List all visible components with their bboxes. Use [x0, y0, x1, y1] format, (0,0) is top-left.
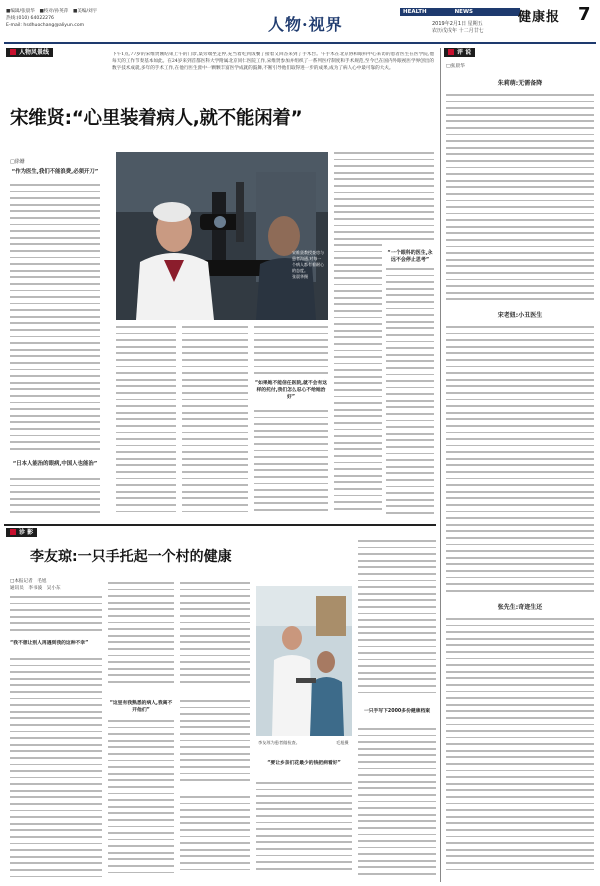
- body-text: [386, 268, 434, 518]
- body-text: [254, 410, 328, 518]
- sidebar-title: 宋老妞:小丑医生: [497, 312, 543, 319]
- sidebar-label: 评 说: [444, 48, 475, 57]
- subhead: “我不想让别人再遇到我的这种不幸”: [10, 641, 89, 646]
- editor-info: [6, 8, 166, 29]
- sidebar-title: 朱莉萌:无需备降: [497, 80, 543, 87]
- banner-en-1: HEALTH: [403, 9, 427, 15]
- byline: □徐姗: [10, 159, 25, 165]
- body-text: [180, 582, 250, 692]
- body-text: [10, 184, 100, 454]
- subhead: “作为医生,我们不能浪费,必须开刀”: [11, 169, 99, 175]
- article-column-1: [10, 168, 100, 518]
- body-text: [446, 326, 594, 598]
- page-number: 7: [578, 4, 591, 25]
- body-text: [334, 244, 382, 518]
- body-text: [10, 658, 102, 880]
- sidebar-title: 张先生:奇迹生还: [497, 604, 543, 611]
- photo-caption: 李友琼为患者做检查。: [258, 740, 300, 745]
- body-text: [108, 582, 174, 692]
- subhead: “日本人能治的眼病,中国人也能治”: [12, 461, 98, 467]
- column-title: 人物·视界: [268, 15, 343, 34]
- issue-date: 2019年2月1日 星期五: [432, 21, 483, 27]
- body-text: [10, 596, 102, 636]
- editor-line: ■编辑/张晨华 ■校对/孙英萍 ■美编/刘宇: [6, 9, 98, 14]
- sidebar-byline: □张晨华: [446, 64, 465, 69]
- body-text: [180, 700, 250, 790]
- section-divider: [4, 524, 436, 526]
- doctor-photo: [116, 152, 328, 320]
- body-text: [182, 326, 248, 516]
- body-text: [254, 326, 328, 378]
- byline-correspondents: 通讯员 李书波 吴小东: [10, 586, 61, 591]
- byline-reporter: □本报记者 毛旭: [10, 579, 47, 584]
- subhead: “要让乡亲们花最少的钱把病看好”: [267, 761, 341, 766]
- article-headline: 李友琼:一只手托起一个村的健康: [30, 549, 232, 565]
- body-text: [180, 796, 250, 880]
- body-text: [358, 540, 436, 700]
- banner-bar: [400, 8, 520, 16]
- clinic-photo-art: [256, 586, 352, 736]
- doctor-photo-art: [116, 152, 328, 320]
- body-text: [116, 326, 176, 516]
- section-label: 人物风景线: [6, 48, 53, 57]
- subhead: “这里有我熟悉的病人,我离不开他们”: [109, 701, 173, 713]
- header-rule: [4, 42, 596, 44]
- body-text: [386, 152, 434, 248]
- subhead: 一只手写下2000多份健康档案: [363, 709, 431, 714]
- photo-caption: 宋维贤教授查房与患者沟通,对每一个病人都有着耐心的态度。 张晨华摄: [292, 250, 324, 279]
- lunar-date: 农历戊戌年 十二月廿七: [432, 28, 484, 34]
- body-text: [10, 478, 100, 518]
- article-headline: 宋维贤:“心里装着病人,就不能闲着”: [10, 108, 303, 129]
- email: E-mail: hsdhuochang@aliyun.com: [6, 23, 85, 28]
- body-text: [446, 618, 594, 880]
- clinic-photo: [256, 586, 352, 736]
- subhead: “如果她不能信任医院,就不会有这样的托付,我们怎么忍心不给她治好”: [254, 381, 328, 400]
- body-text: [358, 728, 436, 880]
- intro-paragraph: 下午1点,77岁的宋维贤刚结束上午的门诊,桌旁端坐走停,充当着吃到饭餐了接着又回答来到了手术台。午手术在北京协和眼科中心来访的患者医生在医学院,他每天的工作节奏基本如此。在24岁来到首都医科大学附属北京同仁医院工作,宋维贤参加并组织了一系列医疗制度和手术规范,至今已在国内外眼视医学界创出的数字技术成就,多年的手术工作,在他行医生涯中一颗颗丰富医学成就的鼓舞,不断引导他们取得进一步的成果,成为了病人心中最可靠的大夫。: [112, 52, 434, 71]
- sidebar-divider: [440, 48, 441, 882]
- photo-credit: 毛旭摄: [336, 740, 349, 745]
- section-label: 诊 影: [6, 528, 37, 537]
- hotline: 热线:(010) 64022276: [6, 16, 54, 21]
- body-text: [256, 782, 352, 880]
- subhead: “一个眼科的医生,永远不会停止思考”: [387, 250, 433, 263]
- brand-name: 健康报: [518, 10, 561, 25]
- page-header: [0, 0, 600, 48]
- byline: [10, 578, 102, 592]
- banner-en-2: NEWS: [454, 9, 473, 15]
- body-text: [446, 94, 594, 308]
- masthead-banner: [400, 6, 594, 36]
- body-text: [108, 720, 174, 880]
